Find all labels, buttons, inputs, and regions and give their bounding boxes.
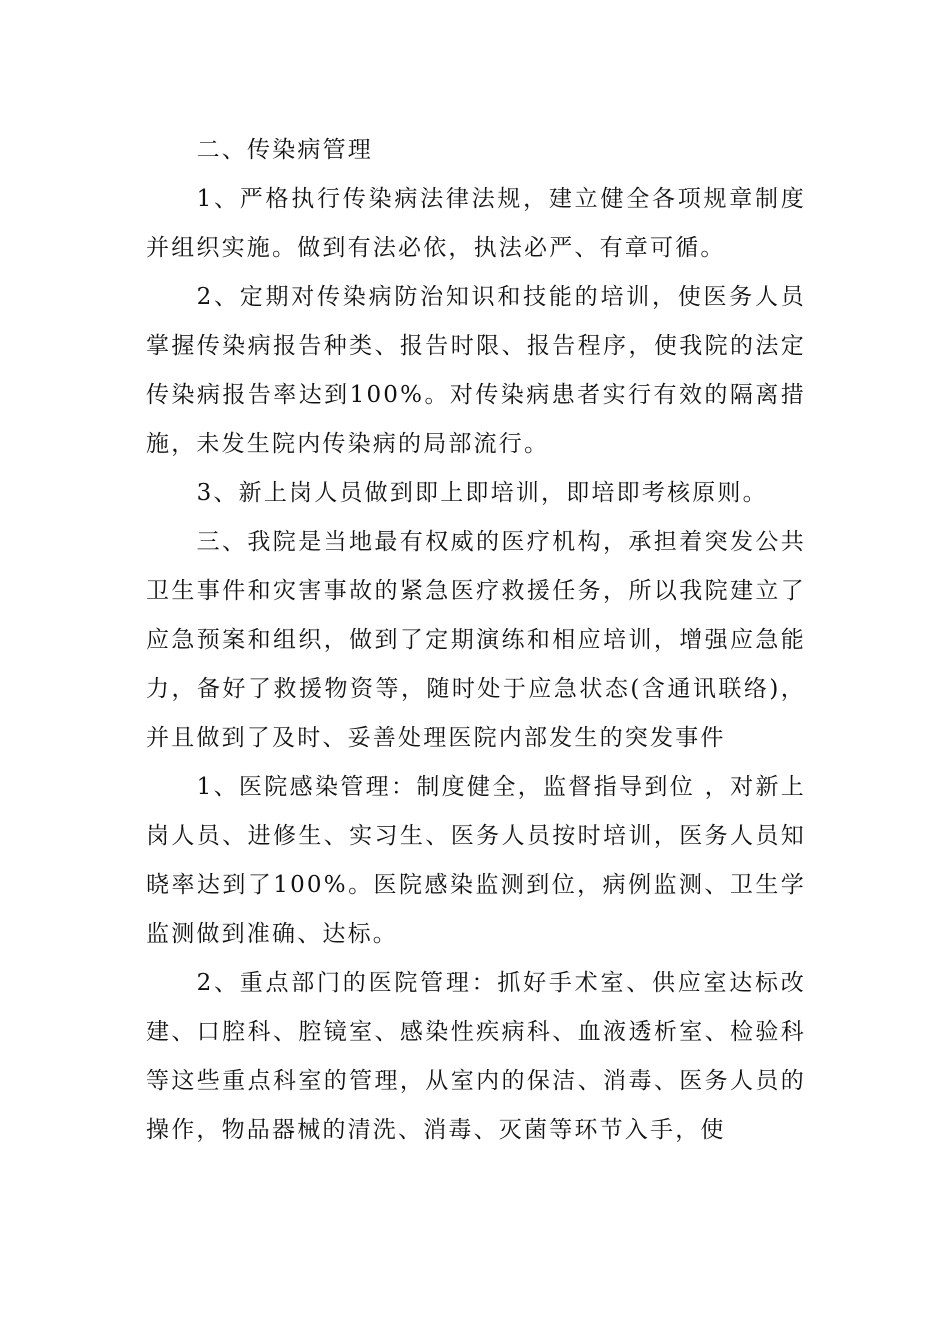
- paragraph-key-departments: 2、重点部门的医院管理：抓好手术室、供应室达标改建、口腔科、腔镜室、感染性疾病科、血液透析室、检验科等这些重点科室的管理，从室内的保洁、消毒、医务人员的操作，物品器械的清洗、消毒、灭菌等环节入手，使: [146, 970, 806, 1143]
- section-heading-infectious-disease: 二、传染病管理: [196, 137, 373, 163]
- paragraph-training-reporting: 2、定期对传染病防治知识和技能的培训，使医务人员掌握传染病报告种类、报告时限、报告程序，使我院的法定传染病报告率达到100%。对传染病患者实行有效的隔离措施，未发生院内传染病的局部流行。: [146, 284, 806, 457]
- paragraph-new-staff-training: 3、新上岗人员做到即上即培训，即培即考核原则。: [196, 480, 768, 506]
- paragraph-regulations: 1、严格执行传染病法律法规，建立健全各项规章制度并组织实施。做到有法必依，执法必严、有章可循。: [146, 186, 806, 261]
- paragraph-infection-management: 1、医院感染管理：制度健全，监督指导到位 ，对新上岗人员、进修生、实习生、医务人员按时培训，医务人员知晓率达到了100%。医院感染监测到位，病例监测、卫生学监测做到准确、达标。: [146, 774, 806, 947]
- document-body: [146, 126, 806, 1155]
- section-emergency-response: 三、我院是当地最有权威的医疗机构，承担着突发公共卫生事件和灾害事故的紧急医疗救援任务，所以我院建立了应急预案和组织，做到了定期演练和相应培训，增强应急能力，备好了救援物资等，随时处于应急状态(含通讯联络)，并且做到了及时、妥善处理医院内部发生的突发事件: [146, 529, 806, 751]
